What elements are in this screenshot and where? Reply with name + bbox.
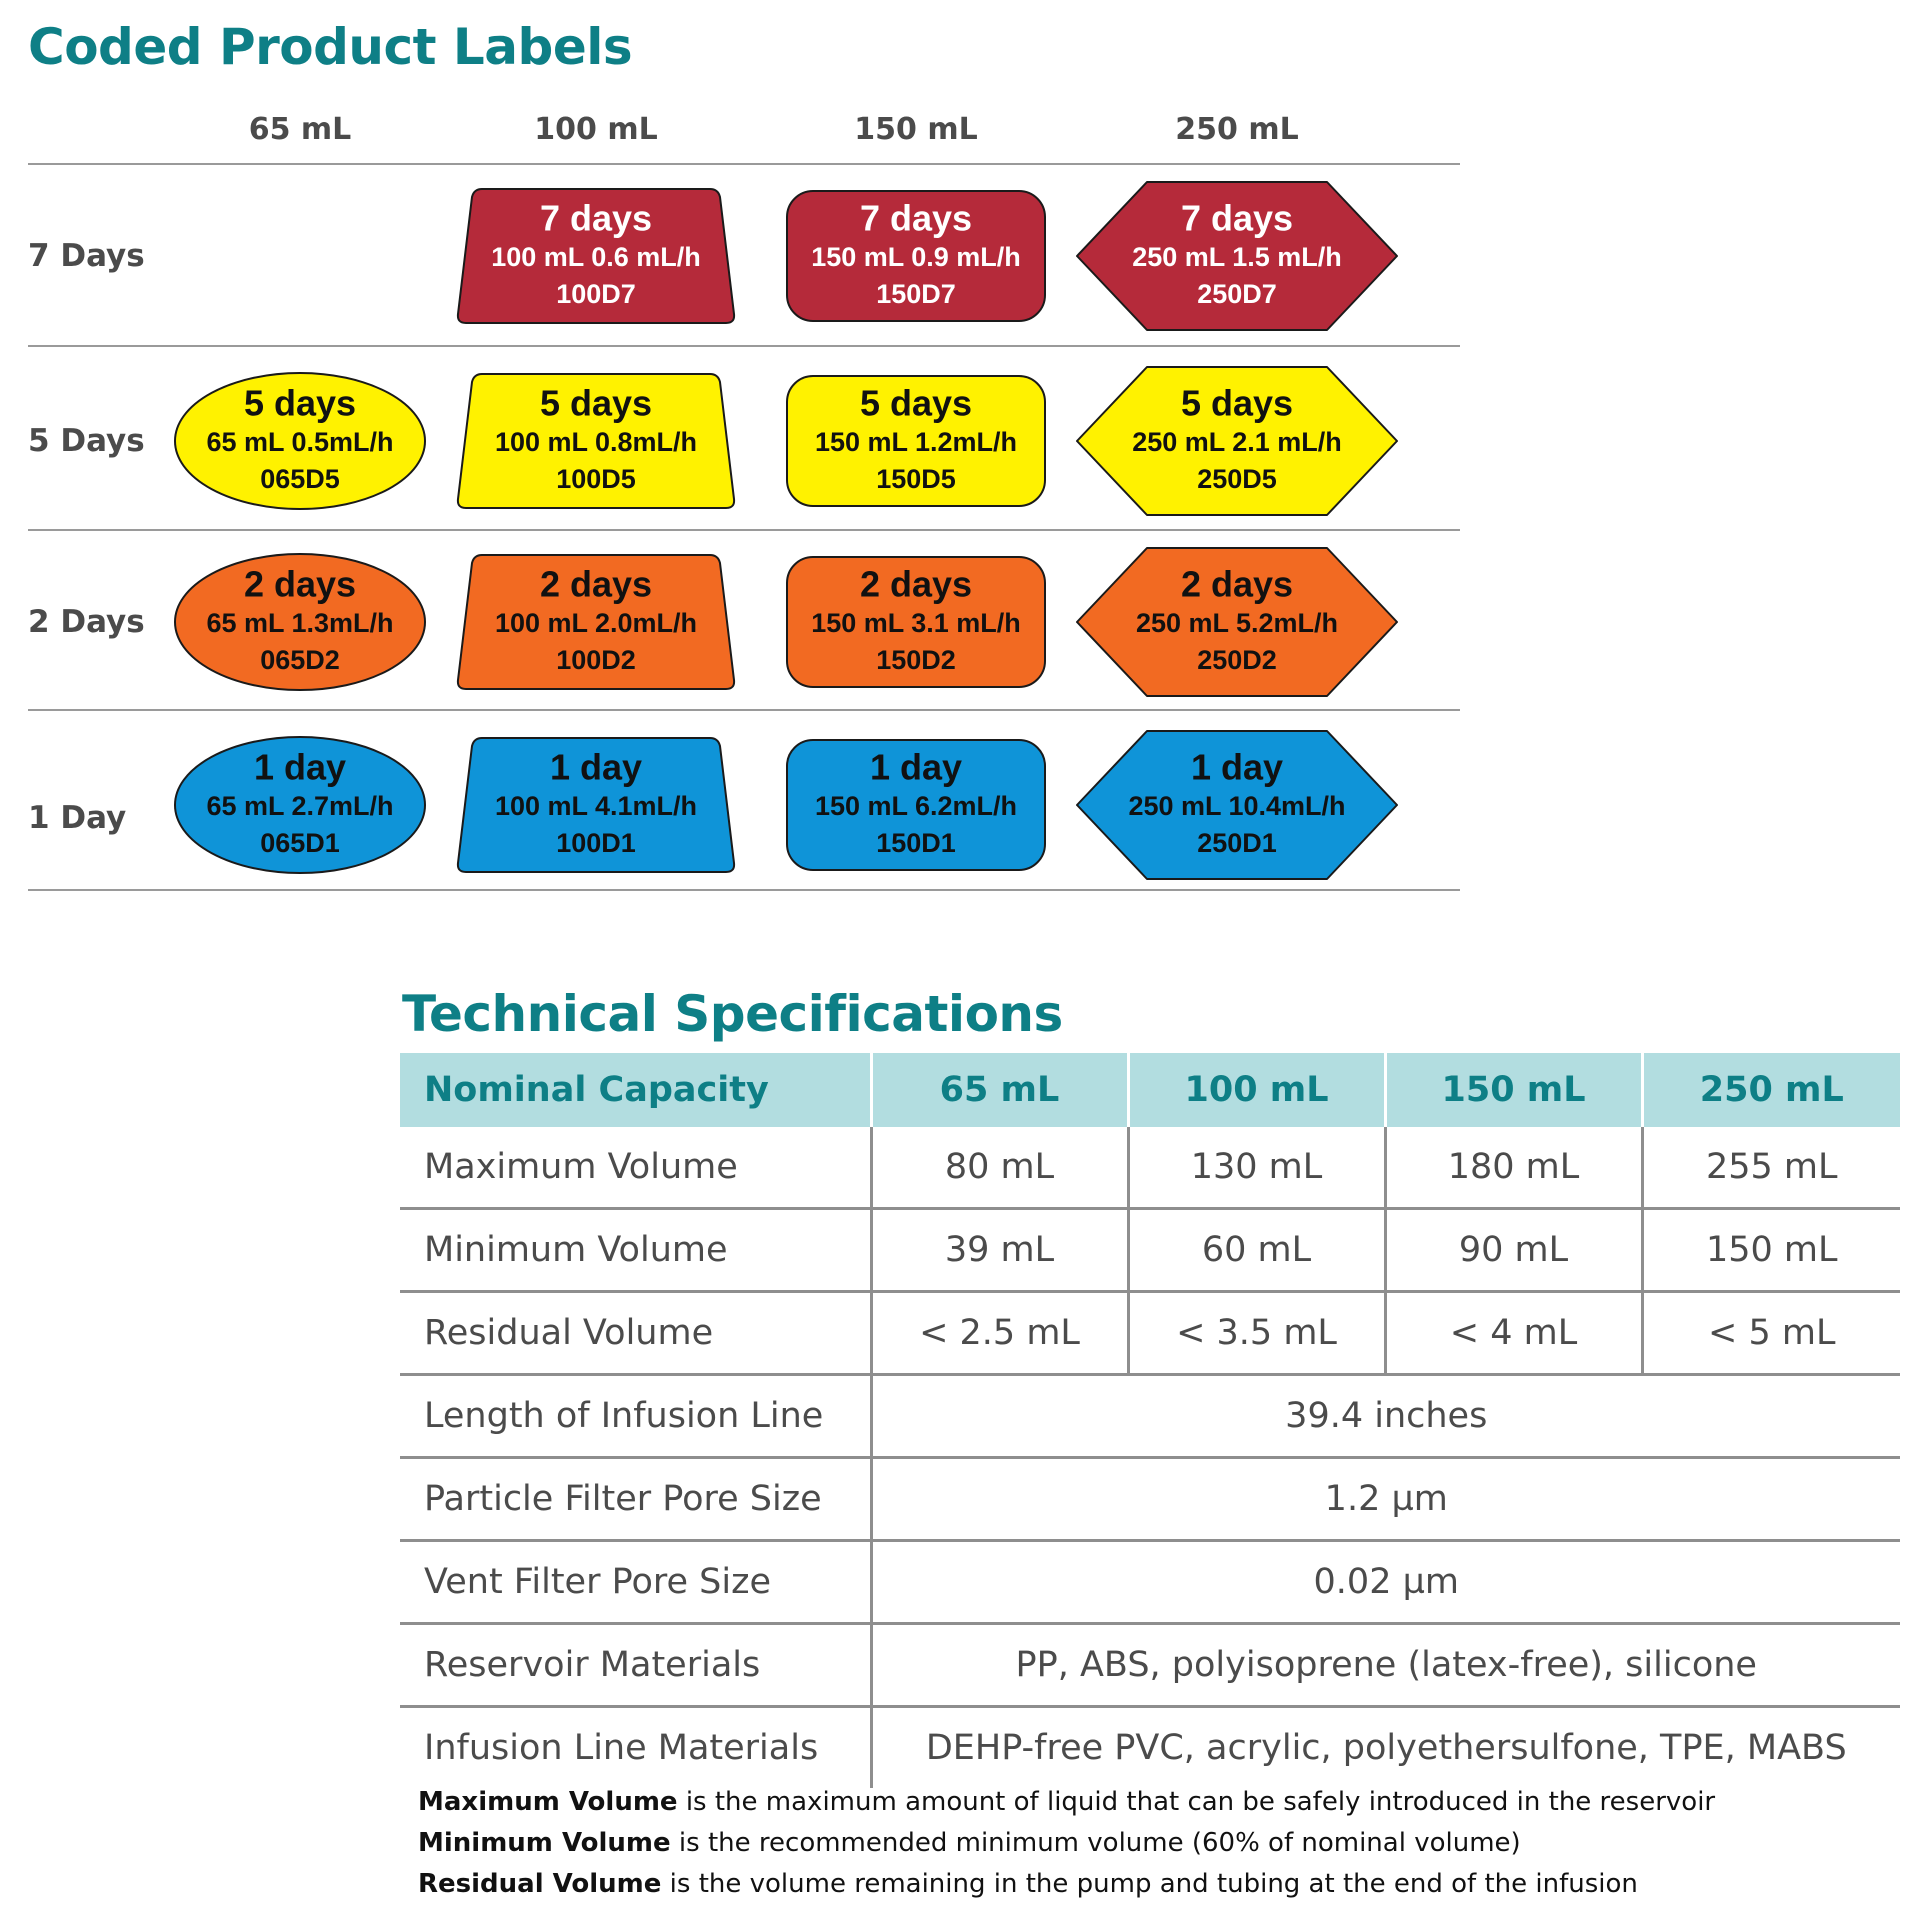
label-duration: 2 days bbox=[539, 563, 653, 605]
product-label-250D7 bbox=[1077, 182, 1397, 330]
spec-header-100ml: 100 mL bbox=[1128, 1053, 1385, 1127]
column-header-65ml: 65 mL bbox=[248, 112, 352, 147]
spec-label: Length of Infusion Line bbox=[424, 1396, 824, 1436]
label-duration: 2 days bbox=[1180, 563, 1294, 605]
footnote-text: is the recommended minimum volume (60% of nominal volume) bbox=[670, 1828, 1521, 1858]
label-flow-rate: 100 mL 4.1mL/h bbox=[494, 791, 698, 821]
footnote bbox=[418, 1864, 1715, 1905]
spec-label: Vent Filter Pore Size bbox=[424, 1562, 771, 1602]
spec-value: < 4 mL bbox=[1385, 1292, 1642, 1375]
coded-labels-title: Coded Product Labels bbox=[28, 18, 633, 76]
footnote bbox=[418, 1782, 1715, 1823]
spec-row-minimum-volume bbox=[400, 1209, 1900, 1292]
spec-value: < 5 mL bbox=[1642, 1292, 1900, 1375]
spec-row-infusion-line-length bbox=[400, 1375, 1900, 1458]
spec-row-maximum-volume bbox=[400, 1127, 1900, 1209]
spec-value: PP, ABS, polyisoprene (latex-free), silicone bbox=[871, 1624, 1900, 1707]
product-label-100D1 bbox=[458, 738, 734, 872]
product-label-250D2 bbox=[1077, 548, 1397, 696]
row-header-2-days: 2 Days bbox=[28, 604, 145, 640]
spec-row-vent-filter bbox=[400, 1541, 1900, 1624]
footnote-term: Residual Volume bbox=[418, 1869, 662, 1899]
footnote-term: Maximum Volume bbox=[418, 1787, 678, 1817]
row-header-1-day: 1 Day bbox=[28, 800, 127, 836]
product-label-065D1 bbox=[175, 737, 425, 873]
label-duration: 7 days bbox=[859, 197, 973, 239]
label-flow-rate: 65 mL 0.5mL/h bbox=[206, 427, 394, 457]
product-label-150D2 bbox=[787, 557, 1045, 687]
product-labels-grid bbox=[0, 0, 1920, 920]
label-duration: 5 days bbox=[243, 382, 357, 424]
footnote-term: Minimum Volume bbox=[418, 1828, 671, 1858]
product-label-100D2 bbox=[458, 555, 734, 689]
label-duration: 5 days bbox=[1180, 382, 1294, 424]
spec-value: 39.4 inches bbox=[871, 1375, 1900, 1458]
label-duration: 1 day bbox=[1190, 746, 1284, 788]
spec-label: Reservoir Materials bbox=[424, 1645, 761, 1685]
spec-value: 150 mL bbox=[1642, 1209, 1900, 1292]
spec-row-particle-filter bbox=[400, 1458, 1900, 1541]
label-product-code: 100D5 bbox=[556, 464, 636, 494]
row-header-5-days: 5 Days bbox=[28, 423, 145, 459]
label-product-code: 100D1 bbox=[556, 828, 636, 858]
label-duration: 5 days bbox=[859, 382, 973, 424]
label-flow-rate: 150 mL 1.2mL/h bbox=[814, 427, 1018, 457]
spec-value: 90 mL bbox=[1385, 1209, 1642, 1292]
spec-value: 80 mL bbox=[871, 1127, 1128, 1209]
column-header-250ml: 250 mL bbox=[1175, 112, 1299, 147]
label-product-code: 250D5 bbox=[1197, 464, 1277, 494]
spec-value: 1.2 µm bbox=[871, 1458, 1900, 1541]
label-duration: 1 day bbox=[253, 746, 347, 788]
spec-value: 39 mL bbox=[871, 1209, 1128, 1292]
footnotes bbox=[418, 1782, 1715, 1905]
label-duration: 1 day bbox=[869, 746, 963, 788]
footnote-text: is the maximum amount of liquid that can be safely introduced in the reservoir bbox=[677, 1787, 1716, 1817]
spec-value: < 2.5 mL bbox=[871, 1292, 1128, 1375]
spec-label: Maximum Volume bbox=[424, 1147, 738, 1187]
label-flow-rate: 250 mL 5.2mL/h bbox=[1135, 608, 1339, 638]
label-product-code: 250D7 bbox=[1197, 279, 1277, 309]
label-product-code: 100D2 bbox=[556, 645, 636, 675]
column-header-100ml: 100 mL bbox=[534, 112, 658, 147]
product-label-065D2 bbox=[175, 554, 425, 690]
label-product-code: 150D5 bbox=[876, 464, 956, 494]
spec-value: 180 mL bbox=[1385, 1127, 1642, 1209]
label-duration: 1 day bbox=[549, 746, 643, 788]
spec-value: 60 mL bbox=[1128, 1209, 1385, 1292]
label-flow-rate: 100 mL 0.8mL/h bbox=[494, 427, 698, 457]
spec-row-residual-volume bbox=[400, 1292, 1900, 1375]
spec-row-reservoir-materials bbox=[400, 1624, 1900, 1707]
label-flow-rate: 100 mL 0.6 mL/h bbox=[491, 242, 701, 272]
label-duration: 7 days bbox=[1180, 197, 1294, 239]
label-product-code: 250D2 bbox=[1197, 645, 1277, 675]
spec-value: < 3.5 mL bbox=[1128, 1292, 1385, 1375]
label-product-code: 100D7 bbox=[556, 279, 636, 309]
column-header-150ml: 150 mL bbox=[854, 112, 978, 147]
label-duration: 5 days bbox=[539, 382, 653, 424]
label-product-code: 250D1 bbox=[1197, 828, 1277, 858]
spec-header-65ml: 65 mL bbox=[871, 1053, 1128, 1127]
label-flow-rate: 65 mL 2.7mL/h bbox=[206, 791, 394, 821]
label-flow-rate: 100 mL 2.0mL/h bbox=[494, 608, 698, 638]
label-product-code: 065D2 bbox=[260, 645, 340, 675]
product-label-100D5 bbox=[458, 374, 734, 508]
product-label-150D1 bbox=[787, 740, 1045, 870]
tech-specs-table bbox=[400, 1053, 1900, 1788]
label-product-code: 150D1 bbox=[876, 828, 956, 858]
label-flow-rate: 250 mL 2.1 mL/h bbox=[1132, 427, 1342, 457]
product-label-100D7 bbox=[458, 189, 734, 323]
footnote-text: is the volume remaining in the pump and tubing at the end of the infusion bbox=[661, 1869, 1638, 1899]
row-header-7-days: 7 Days bbox=[28, 238, 145, 274]
spec-value: 0.02 µm bbox=[871, 1541, 1900, 1624]
spec-label: Minimum Volume bbox=[424, 1230, 728, 1270]
spec-header-row bbox=[400, 1053, 1900, 1127]
label-product-code: 150D2 bbox=[876, 645, 956, 675]
product-label-065D5 bbox=[175, 373, 425, 509]
label-flow-rate: 150 mL 0.9 mL/h bbox=[811, 242, 1021, 272]
label-flow-rate: 150 mL 3.1 mL/h bbox=[811, 608, 1021, 638]
label-flow-rate: 150 mL 6.2mL/h bbox=[814, 791, 1018, 821]
tech-specs-title: Technical Specifications bbox=[402, 985, 1063, 1043]
spec-header-250ml: 250 mL bbox=[1642, 1053, 1900, 1127]
footnote bbox=[418, 1823, 1715, 1864]
label-duration: 2 days bbox=[243, 563, 357, 605]
spec-header-nominal-capacity: Nominal Capacity bbox=[400, 1053, 871, 1127]
product-label-150D7 bbox=[787, 191, 1045, 321]
label-duration: 7 days bbox=[539, 197, 653, 239]
spec-value: 130 mL bbox=[1128, 1127, 1385, 1209]
spec-value: DEHP-free PVC, acrylic, polyethersulfone, TPE, MABS bbox=[871, 1707, 1900, 1789]
spec-label: Particle Filter Pore Size bbox=[424, 1479, 822, 1519]
label-duration: 2 days bbox=[859, 563, 973, 605]
label-flow-rate: 250 mL 10.4mL/h bbox=[1128, 791, 1346, 821]
label-product-code: 150D7 bbox=[876, 279, 956, 309]
spec-value: 255 mL bbox=[1642, 1127, 1900, 1209]
product-label-150D5 bbox=[787, 376, 1045, 506]
spec-header-150ml: 150 mL bbox=[1385, 1053, 1642, 1127]
label-flow-rate: 250 mL 1.5 mL/h bbox=[1132, 242, 1342, 272]
label-flow-rate: 65 mL 1.3mL/h bbox=[206, 608, 394, 638]
product-label-250D5 bbox=[1077, 367, 1397, 515]
label-product-code: 065D1 bbox=[260, 828, 340, 858]
spec-label: Residual Volume bbox=[424, 1313, 714, 1353]
product-label-250D1 bbox=[1077, 731, 1397, 879]
spec-label: Infusion Line Materials bbox=[424, 1728, 819, 1768]
label-product-code: 065D5 bbox=[260, 464, 340, 494]
spec-row-line-materials bbox=[400, 1707, 1900, 1789]
